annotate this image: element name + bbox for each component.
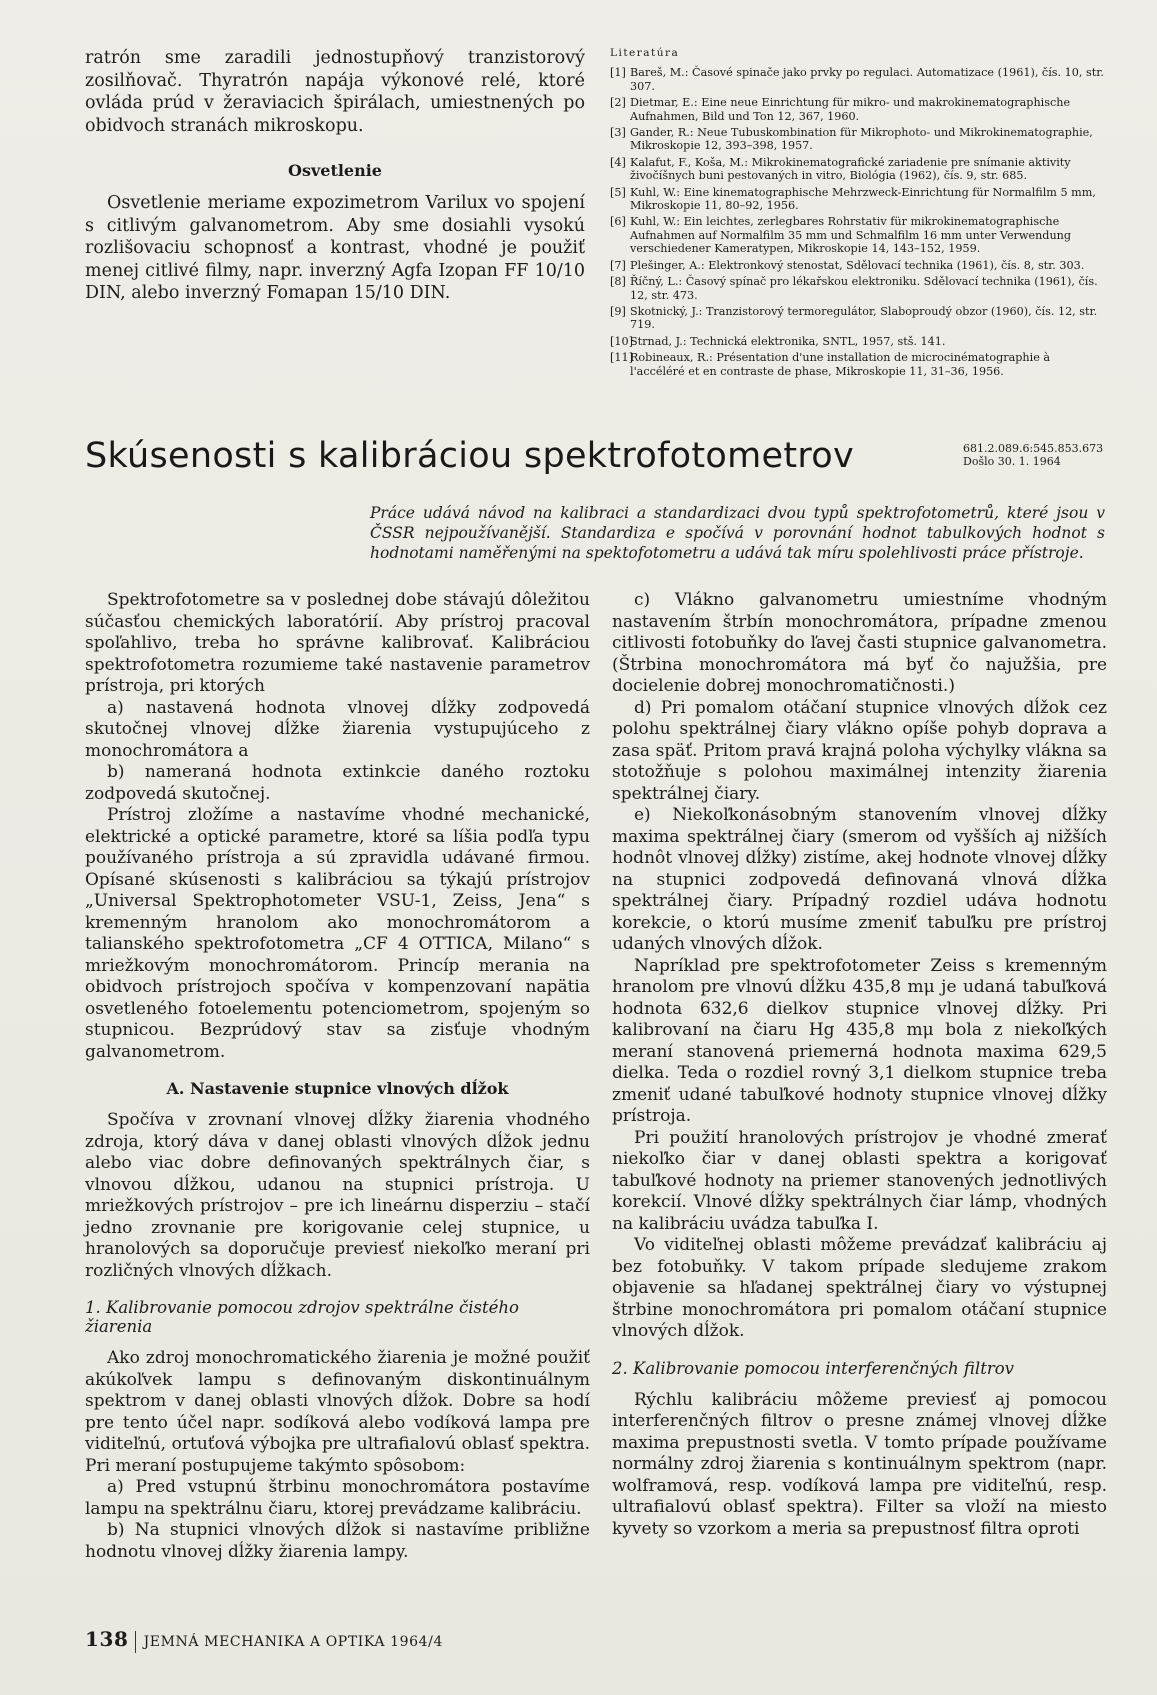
section-heading-osvetlenie: Osvetlenie: [288, 161, 382, 180]
section-paragraph-osvetlenie: Osvetlenie meriame expozimetrom Varilux vo spojení s citlivým galvanometrom. Aby sme dosiahli vysokú rozlišovaciu schopnosť a kontrast, vhodné je použiť menej citlivé filmy, napr. inverzný Agfa Izopan FF 10/10 DIN, alebo inverzný Fomapan 15/10 DIN.: [85, 193, 585, 303]
reference-item: [610, 96, 1105, 123]
reference-number: [8]: [610, 275, 626, 289]
reference-item: [610, 215, 1105, 255]
list-item-d: d) Pri pomalom otáčaní stupnice vlnových dĺžok cez polohu spektrálnej čiary vlákno opíše pohyb doprava a zasa späť. Pritom pravá krajná poloha výchylky vlákna sa stotožňuje s polohou maximálnej intenzity žiarenia spektrálnej čiary.: [612, 697, 1107, 804]
list-item-a: a) nastavená hodnota vlnovej dĺžky zodpovedá skutočnej vlnovej dĺžke žiarenia vystupujúceho z monochromátora a: [85, 697, 590, 761]
body-paragraph: Vo viditeľnej oblasti môžeme prevádzať kalibráciu aj bez fotobuňky. V takom prípade sledujeme zrakom objavenie sa hľadanej spektrálnej čiary vo výstupnej štrbine monochromátora pri pomalom otáčaní stupnice vlnových dĺžok.: [612, 1235, 1107, 1341]
reference-number: [7]: [610, 258, 626, 272]
body-paragraph: Ako zdroj monochromatického žiarenia je možné použiť akúkoľvek lampu s definovaným diskontinuálnym spektrom v danej oblasti vlnových dĺžok. Dobre sa hodí pre tento účel napr. sodíková alebo vodíková lampa pre viditeľnú, ortuťová výbojka pre ultrafialovú oblasť spektra. Pri meraní postupujeme takýmto spôsobom:: [85, 1348, 590, 1476]
article-abstract: Práce udává návod na kalibraci a standardizaci dvou typů spektrofotometrů, které jsou v ČSSR nejpoužívanější. Standardiza e spočívá v porovnání hodnot tabulkových hodnot s hodnotami naměřenými na spektofotometru a udává tak míru spolehlivosti práce přístroje.: [370, 504, 1105, 562]
article-title: Skúsenosti s kalibráciou spektrofotometrov: [85, 436, 854, 476]
article-right-column: [612, 590, 1107, 1540]
list-item-c: c) Vlákno galvanometru umiestníme vhodným nastavením štrbín monochromátora, prípadne zmenou citlivosti fotobuňky do ľavej časti stupnice galvanometra. (Štrbina monochromátora má byť čo najužšia, pre docielenie dobrej monochromatičnosti.): [612, 590, 1107, 696]
reference-number: [1]: [610, 66, 626, 80]
reference-item: [610, 335, 1105, 348]
udc-code: 681.2.089.6:545.853.673: [963, 442, 1104, 455]
article-metadata: [963, 442, 1103, 468]
section-heading-a: A. Nastavenie stupnice vlnových dĺžok: [166, 1079, 509, 1098]
list-item-e: e) Niekoľkonásobným stanovením vlnovej dĺžky maxima spektrálnej čiary (smerom od vyšších aj nižších hodnôt vlnovej dĺžky) zistíme, akej hodnote vlnovej dĺžky na stupnici zodpovedá definovaná vlnová dĺžka spektrálnej čiary. Prípadný rozdiel udáva hodnotu korekcie, o ktorú musíme zmeniť tabuľku pre prístroj udaných vlnových dĺžok.: [612, 805, 1107, 954]
received-date: Došlo 30. 1. 1964: [963, 455, 1061, 468]
reference-item: [610, 126, 1105, 153]
reference-text: Kalafut, F., Koša, M.: Mikrokinematografické zariadenie pre snímanie aktivity živočíšnych buni pestovaných in vitro, Biológia (1962), čís. 9, str. 685.: [630, 155, 1071, 183]
reference-text: Kuhl, W.: Ein leichtes, zerlegbares Rohrstativ für mikrokinematographische Aufnahmen auf Normalfilm 35 mm und Schmalfilm 16 mm unter Verwendung verschiedener Kameratypen, Mikroskopie 14, 143–152, 1959.: [630, 215, 1072, 256]
reference-text: Robineaux, R.: Présentation d'une installation de microcinématographie à l'accéléré et en contraste de phase, Mikroskopie 11, 31–36, 1956.: [630, 351, 1051, 378]
subsection-heading-1: 1. Kalibrovanie pomocou zdrojov spektrálne čistého žiarenia: [85, 1298, 519, 1336]
page-number: 138: [85, 1627, 129, 1651]
reference-item: [610, 66, 1105, 93]
reference-text: Skotnický, J.: Tranzistorový termoregulátor, Slaboproudý obzor (1960), čís. 12, str. 719.: [630, 304, 1098, 332]
reference-number: [9]: [610, 304, 626, 318]
reference-text: Kuhl, W.: Eine kinematographische Mehrzweck-Einrichtung für Normalfilm 5 mm, Mikroskopie 11, 80–92, 1956.: [630, 185, 1096, 213]
body-paragraph: Rýchlu kalibráciu môžeme previesť aj pomocou interferenčných filtrov o presne známej vlnovej dĺžke maxima prepustnosti svetla. V tomto prípade používame normálny zdroj žiarenia s kontinuálnym spektrom (napr. wolframová, resp. vodíková lampa pre viditeľnú, resp. ultrafialovú oblasť spektra). Filter sa vloží na miesto kyvety so vzorkom a meria sa prepustnosť filtra oproti: [612, 1389, 1107, 1539]
references-title: Literatúra: [610, 47, 680, 59]
previous-article-paragraph: ratrón sme zaradili jednostupňový tranzistorový zosilňovač. Thyratrón napája výkonové relé, ktoré ovláda prúd v žeraviacich špirálach, umiestnených po obidvoch stranách mikroskopu.: [85, 48, 585, 136]
reference-number: [3]: [610, 126, 626, 140]
reference-item: [610, 186, 1105, 213]
reference-number: [5]: [610, 185, 626, 199]
body-paragraph: Prístroj zložíme a nastavíme vhodné mechanické, elektrické a optické parametre, ktoré sa líšia podľa typu používaného prístroja a sú zpravidla udávané firmou. Opísané skúsenosti s kalibráciou sa týkajú prístrojov „Universal Spektrophotometer VSU-1, Zeiss, Jena“ s kremenným hranolom ako monochromátorom a talianského spektrofotometra „CF 4 OTTICA, Milano“ s mriežkovým monochromátorom. Princíp merania na obidvoch prístrojoch spočíva v kompenzovaní napätia osvetleného fotoelementu potenciometrom, spojeným so stupnicou. Bezprúdový stav sa zisťuje vhodným galvanometrom.: [85, 805, 590, 1062]
reference-item: [610, 351, 1105, 378]
subsection-heading-2: 2. Kalibrovanie pomocou interferenčných filtrov: [612, 1358, 1014, 1378]
reference-text: Plešinger, A.: Elektronkový stenostat, Sdělovací technika (1961), čís. 8, str. 303.: [630, 258, 1085, 272]
reference-number: [2]: [610, 96, 626, 110]
reference-number: [4]: [610, 155, 626, 169]
reference-text: Gander, R.: Neue Tubuskombination für Mikrophoto- und Mikrokinematographie, Mikroskopie 12, 393–398, 1957.: [630, 126, 1093, 153]
list-item-b: b) Na stupnici vlnových dĺžok si nastavíme približne hodnotu vlnovej dĺžky žiarenia lampy.: [85, 1520, 590, 1562]
article-left-column: [85, 590, 590, 1563]
reference-number: [6]: [610, 215, 626, 229]
reference-text: Strnad, J.: Technická elektronika, SNTL, 1957, stš. 141.: [630, 334, 946, 348]
page-footer: [85, 1627, 443, 1653]
reference-text: Dietmar, E.: Eine neue Einrichtung für mikro- und makrokinematographische Aufnahmen, Bild und Ton 12, 367, 1960.: [630, 96, 1071, 123]
body-paragraph: Spočíva v zrovnaní vlnovej dĺžky žiarenia vhodného zdroja, ktorý dáva v danej oblasti vlnových dĺžok jednu alebo viac dobre definovaných spektrálnych čiar, s vlnovou dĺžkou, udanou na stupnici prístroja. U mriežkových prístrojov – pre ich lineárnu disperziu – stačí jedno zrovnanie pre korigovanie celej stupnice, u hranolových sa doporučuje previesť niekoľko meraní pri rozličných vlnových dĺžkach.: [85, 1110, 590, 1281]
body-paragraph: Spektrofotometre sa v poslednej dobe stávajú dôležitou súčasťou chemických laboratórií. Aby prístroj pracoval spoľahlivo, treba ho správne kalibrovať. Kalibráciou spektrofotometra rozumieme také nastavenie parametrov prístroja, pri ktorých: [85, 590, 590, 696]
body-paragraph: Pri použití hranolových prístrojov je vhodné zmerať niekoľko čiar v danej oblasti spektra a korigovať tabuľkové hodnoty na priemer stanovených jednotlivých korekcií. Vlnové dĺžky spektrálnych čiar lámp, vhodných na kalibráciu uvádza tabuľka I.: [612, 1127, 1107, 1234]
footer-divider: [135, 1631, 136, 1653]
previous-article-ending: [85, 47, 585, 305]
reference-item: [610, 305, 1105, 332]
body-paragraph: Napríklad pre spektrofotometer Zeiss s kremenným hranolom pre vlnovú dĺžku 435,8 mμ je udaná tabuľková hodnota 632,6 dielkov stupnice vlnovej dĺžky. Pri kalibrovaní na čiaru Hg 435,8 mμ bola z niekoľkých meraní stanovená priemerná hodnota maxima 629,5 dielka. Teda o rozdiel rovný 3,1 dielkom stupnice treba zmeniť udané tabuľkové hodnoty stupnice vlnovej dĺžky prístroja.: [612, 955, 1107, 1126]
list-item-b: b) nameraná hodnota extinkcie daného roztoku zodpovedá skutočnej.: [85, 762, 590, 804]
reference-item: [610, 156, 1105, 183]
reference-text: Říčný, L.: Časový spínač pro lékařskou elektroniku. Sdělovací technika (1961), čís. 12, str. 473.: [630, 275, 1098, 302]
journal-name: JEMNÁ MECHANIKA A OPTIKA 1964/4: [143, 1634, 443, 1650]
list-item-a: a) Pred vstupnú štrbinu monochromátora postavíme lampu na spektrálnu čiaru, ktorej prevádzame kalibráciu.: [85, 1477, 590, 1519]
reference-text: Bareš, M.: Časové spinače jako prvky po regulaci. Automatizace (1961), čís. 10, str. 307.: [630, 66, 1104, 93]
reference-item: [610, 275, 1105, 302]
reference-number: [11]: [610, 351, 633, 365]
references-list: [610, 47, 1105, 381]
reference-number: [10]: [610, 334, 633, 348]
reference-item: [610, 259, 1105, 272]
